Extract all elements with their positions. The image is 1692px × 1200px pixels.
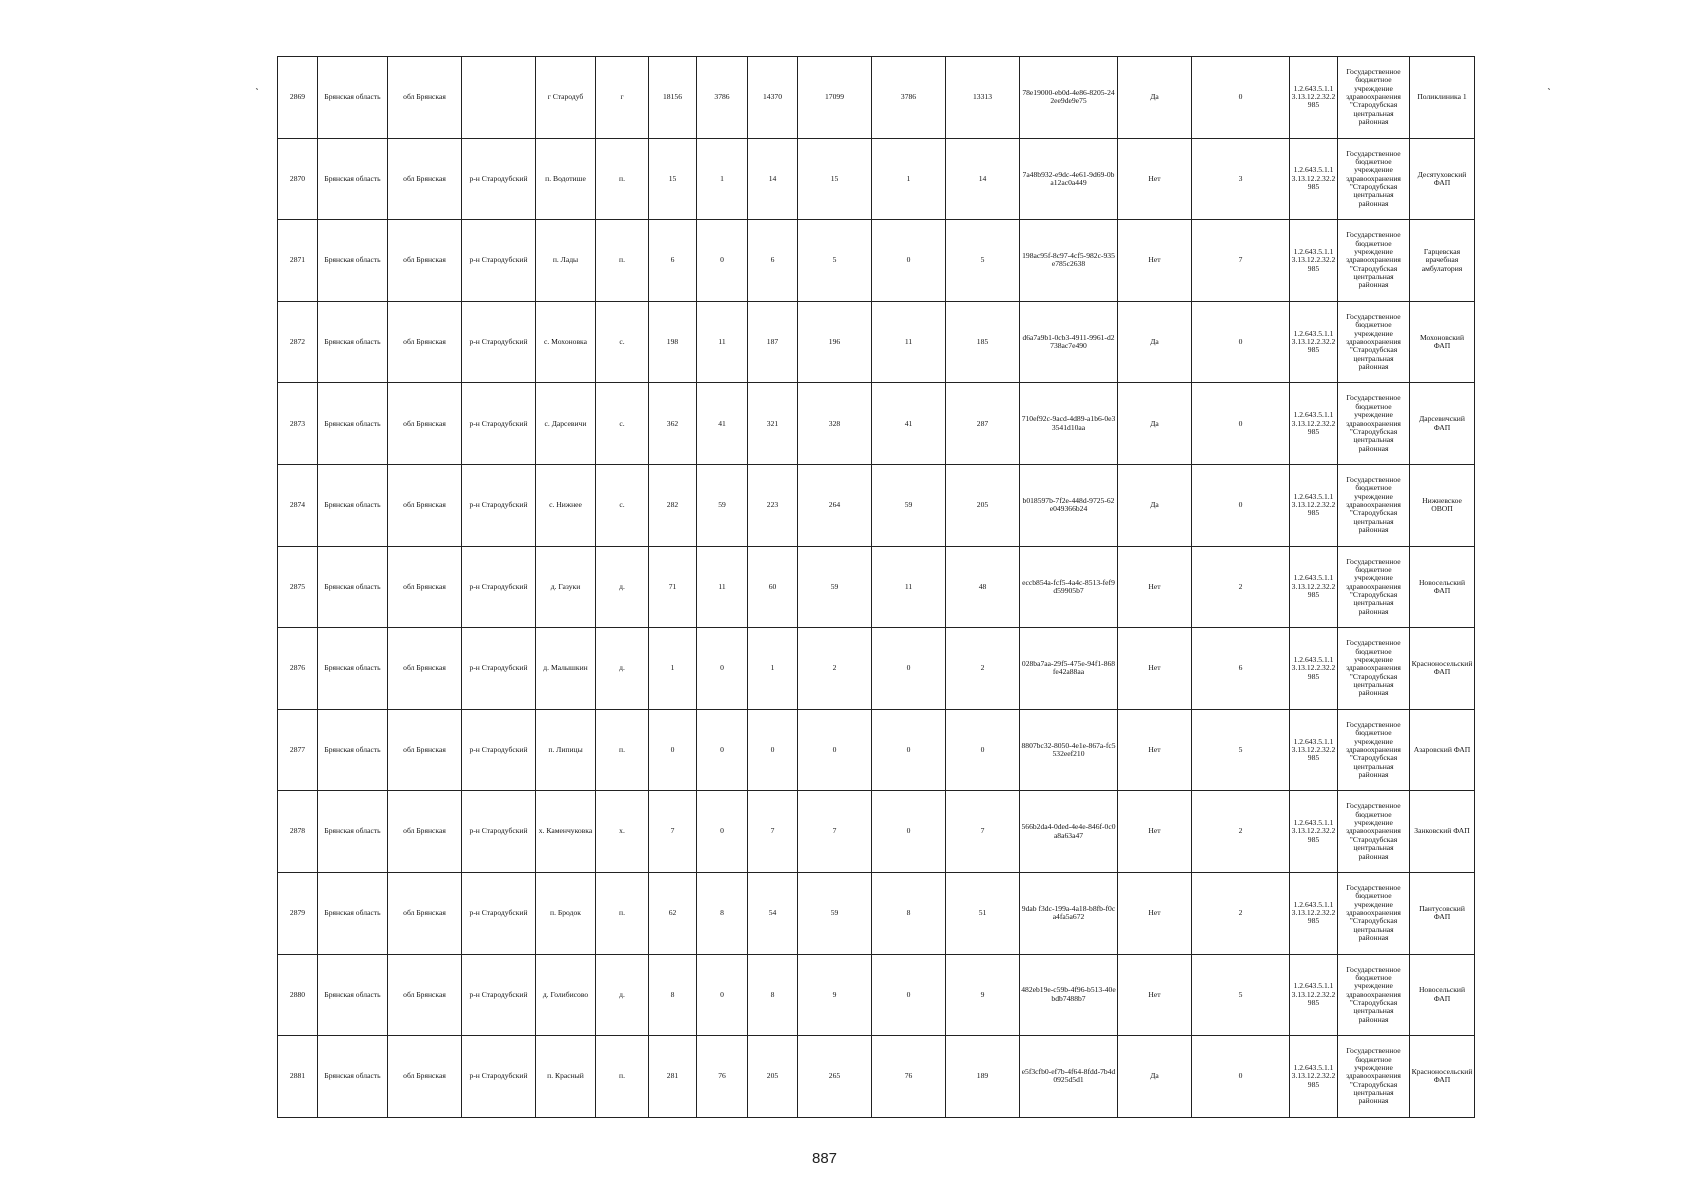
cell-district: р-н Стародубский	[462, 872, 536, 954]
cell-settlement: д. Голибисово	[536, 954, 596, 1036]
cell-has-facility: Нет	[1118, 546, 1192, 628]
cell-count-children-2: 8	[872, 872, 946, 954]
cell-organization-oid: 1.2.643.5.1.13.13.12.2.32.2985	[1290, 383, 1338, 465]
cell-distance-km: 0	[1192, 464, 1290, 546]
cell-count-adults: 6	[748, 220, 798, 302]
cell-organization-oid: 1.2.643.5.1.13.13.12.2.32.2985	[1290, 301, 1338, 383]
cell-region: Брянская область	[318, 301, 388, 383]
cell-facility-name: Нижневское ОВОП	[1410, 464, 1475, 546]
cell-settlement: п. Лады	[536, 220, 596, 302]
cell-organization-name: Государственное бюджетное учреждение здравоохранения "Стародубская центральная районная	[1338, 57, 1410, 139]
cell-facility-name: Пантусовский ФАП	[1410, 872, 1475, 954]
cell-count-total-2: 5	[798, 220, 872, 302]
cell-count-children-2: 41	[872, 383, 946, 465]
cell-row-number: 2871	[278, 220, 318, 302]
cell-row-number: 2869	[278, 57, 318, 139]
cell-organization-name: Государственное бюджетное учреждение здравоохранения "Стародубская центральная районная	[1338, 1036, 1410, 1118]
scan-mark: ˋ	[255, 86, 259, 100]
cell-count-children-2: 11	[872, 546, 946, 628]
cell-fias-guid: 7a48b932-e9dc-4e61-9d69-0ba12ac0a449	[1020, 138, 1118, 220]
cell-count-total-2: 15	[798, 138, 872, 220]
cell-organization-name: Государственное бюджетное учреждение здравоохранения "Стародубская центральная районная	[1338, 138, 1410, 220]
table-row	[278, 138, 1475, 220]
cell-fias-guid: 566b2da4-0ded-4e4e-846f-0c0a8a63a47	[1020, 791, 1118, 873]
cell-count-adults: 1	[748, 628, 798, 710]
cell-facility-name: Красноносельский ФАП	[1410, 628, 1475, 710]
cell-oblast: обл Брянская	[388, 546, 462, 628]
cell-settlement-type: п.	[596, 872, 649, 954]
cell-count-total: 18156	[649, 57, 697, 139]
cell-organization-name: Государственное бюджетное учреждение здравоохранения "Стародубская центральная районная	[1338, 791, 1410, 873]
cell-settlement: п. Липицы	[536, 709, 596, 791]
cell-count-children: 0	[697, 628, 748, 710]
cell-count-adults: 223	[748, 464, 798, 546]
cell-has-facility: Да	[1118, 464, 1192, 546]
cell-count-total: 8	[649, 954, 697, 1036]
cell-facility-name: Дарсевичский ФАП	[1410, 383, 1475, 465]
table-row	[278, 546, 1475, 628]
cell-count-adults-2: 5	[946, 220, 1020, 302]
cell-region: Брянская область	[318, 464, 388, 546]
cell-fias-guid: 9dab f3dc-199a-4a18-b8fb-f0ca4fa5a672	[1020, 872, 1118, 954]
cell-settlement: п. Бродок	[536, 872, 596, 954]
cell-count-children: 8	[697, 872, 748, 954]
cell-oblast: обл Брянская	[388, 464, 462, 546]
cell-has-facility: Да	[1118, 383, 1192, 465]
cell-has-facility: Нет	[1118, 709, 1192, 791]
cell-count-children: 41	[697, 383, 748, 465]
cell-count-adults-2: 185	[946, 301, 1020, 383]
cell-distance-km: 0	[1192, 383, 1290, 465]
cell-district: р-н Стародубский	[462, 138, 536, 220]
cell-row-number: 2870	[278, 138, 318, 220]
cell-count-children: 76	[697, 1036, 748, 1118]
cell-count-children: 0	[697, 791, 748, 873]
cell-count-children: 0	[697, 709, 748, 791]
cell-count-adults: 205	[748, 1036, 798, 1118]
cell-region: Брянская область	[318, 791, 388, 873]
cell-row-number: 2875	[278, 546, 318, 628]
cell-count-total: 362	[649, 383, 697, 465]
cell-count-adults: 0	[748, 709, 798, 791]
cell-fias-guid: 028ba7aa-29f5-475e-94f1-868fe42a88aa	[1020, 628, 1118, 710]
cell-fias-guid: 710ef92c-9acd-4d89-a1b6-0e33541d10aa	[1020, 383, 1118, 465]
cell-facility-name: Азаровский ФАП	[1410, 709, 1475, 791]
cell-settlement: с. Мохоновка	[536, 301, 596, 383]
cell-organization-name: Государственное бюджетное учреждение здравоохранения "Стародубская центральная районная	[1338, 546, 1410, 628]
cell-organization-name: Государственное бюджетное учреждение здравоохранения "Стародубская центральная районная	[1338, 872, 1410, 954]
cell-distance-km: 5	[1192, 709, 1290, 791]
cell-organization-name: Государственное бюджетное учреждение здравоохранения "Стародубская центральная районная	[1338, 464, 1410, 546]
table-row	[278, 1036, 1475, 1118]
cell-count-children-2: 1	[872, 138, 946, 220]
cell-row-number: 2881	[278, 1036, 318, 1118]
cell-has-facility: Нет	[1118, 791, 1192, 873]
cell-count-adults-2: 2	[946, 628, 1020, 710]
cell-fias-guid: e5f3cfb0-ef7b-4f64-8fdd-7b4d0925d5d1	[1020, 1036, 1118, 1118]
cell-count-children: 1	[697, 138, 748, 220]
cell-settlement-type: с.	[596, 301, 649, 383]
cell-fias-guid: 198ac95f-8c97-4cf5-982c-935e785c2638	[1020, 220, 1118, 302]
cell-row-number: 2879	[278, 872, 318, 954]
cell-has-facility: Нет	[1118, 220, 1192, 302]
cell-has-facility: Да	[1118, 301, 1192, 383]
cell-count-children: 11	[697, 301, 748, 383]
cell-oblast: обл Брянская	[388, 220, 462, 302]
table-row	[278, 954, 1475, 1036]
cell-has-facility: Нет	[1118, 138, 1192, 220]
cell-oblast: обл Брянская	[388, 138, 462, 220]
cell-fias-guid: b018597b-7f2e-448d-9725-62e049366b24	[1020, 464, 1118, 546]
cell-district: р-н Стародубский	[462, 954, 536, 1036]
cell-row-number: 2876	[278, 628, 318, 710]
cell-settlement-type: п.	[596, 1036, 649, 1118]
cell-distance-km: 3	[1192, 138, 1290, 220]
cell-organization-oid: 1.2.643.5.1.13.13.12.2.32.2985	[1290, 464, 1338, 546]
cell-fias-guid: 482eb19e-c59b-4f96-b513-40ebdb7488b7	[1020, 954, 1118, 1036]
cell-facility-name: Десятуховский ФАП	[1410, 138, 1475, 220]
cell-count-total-2: 265	[798, 1036, 872, 1118]
cell-region: Брянская область	[318, 138, 388, 220]
cell-district: р-н Стародубский	[462, 301, 536, 383]
cell-settlement: д. Малышкин	[536, 628, 596, 710]
cell-facility-name: Поликлиника 1	[1410, 57, 1475, 139]
cell-district: р-н Стародубский	[462, 220, 536, 302]
cell-count-adults: 14370	[748, 57, 798, 139]
table-row	[278, 464, 1475, 546]
cell-count-adults: 187	[748, 301, 798, 383]
cell-settlement: г Стародуб	[536, 57, 596, 139]
cell-settlement-type: г	[596, 57, 649, 139]
cell-organization-oid: 1.2.643.5.1.13.13.12.2.32.2985	[1290, 709, 1338, 791]
cell-count-total-2: 7	[798, 791, 872, 873]
cell-row-number: 2877	[278, 709, 318, 791]
cell-oblast: обл Брянская	[388, 709, 462, 791]
cell-count-adults: 54	[748, 872, 798, 954]
cell-count-total-2: 264	[798, 464, 872, 546]
cell-count-total: 71	[649, 546, 697, 628]
cell-count-total-2: 2	[798, 628, 872, 710]
cell-count-adults-2: 13313	[946, 57, 1020, 139]
table-row	[278, 220, 1475, 302]
cell-oblast: обл Брянская	[388, 301, 462, 383]
cell-organization-oid: 1.2.643.5.1.13.13.12.2.32.2985	[1290, 791, 1338, 873]
cell-has-facility: Нет	[1118, 872, 1192, 954]
cell-distance-km: 2	[1192, 872, 1290, 954]
cell-district: р-н Стародубский	[462, 546, 536, 628]
cell-count-adults-2: 287	[946, 383, 1020, 465]
cell-count-children-2: 11	[872, 301, 946, 383]
cell-district: р-н Стародубский	[462, 464, 536, 546]
cell-has-facility: Да	[1118, 57, 1192, 139]
cell-count-total-2: 59	[798, 546, 872, 628]
cell-oblast: обл Брянская	[388, 791, 462, 873]
cell-count-total: 0	[649, 709, 697, 791]
cell-district	[462, 57, 536, 139]
cell-organization-name: Государственное бюджетное учреждение здравоохранения "Стародубская центральная районная	[1338, 220, 1410, 302]
cell-count-total-2: 196	[798, 301, 872, 383]
cell-settlement: х. Каменчуковка	[536, 791, 596, 873]
cell-distance-km: 2	[1192, 791, 1290, 873]
cell-count-total-2: 17099	[798, 57, 872, 139]
cell-count-children-2: 0	[872, 628, 946, 710]
cell-facility-name: Мохоновский ФАП	[1410, 301, 1475, 383]
cell-row-number: 2880	[278, 954, 318, 1036]
cell-settlement: д. Газуки	[536, 546, 596, 628]
cell-count-children: 3786	[697, 57, 748, 139]
cell-oblast: обл Брянская	[388, 954, 462, 1036]
cell-has-facility: Да	[1118, 1036, 1192, 1118]
cell-region: Брянская область	[318, 57, 388, 139]
cell-region: Брянская область	[318, 709, 388, 791]
cell-fias-guid: 8807bc32-8050-4e1e-867a-fc5532eef210	[1020, 709, 1118, 791]
cell-count-total: 282	[649, 464, 697, 546]
cell-organization-oid: 1.2.643.5.1.13.13.12.2.32.2985	[1290, 872, 1338, 954]
cell-has-facility: Нет	[1118, 628, 1192, 710]
cell-count-children-2: 0	[872, 791, 946, 873]
cell-settlement-type: д.	[596, 954, 649, 1036]
cell-count-adults-2: 0	[946, 709, 1020, 791]
cell-district: р-н Стародубский	[462, 791, 536, 873]
cell-settlement-type: х.	[596, 791, 649, 873]
cell-count-adults-2: 9	[946, 954, 1020, 1036]
cell-count-children-2: 59	[872, 464, 946, 546]
cell-count-adults: 14	[748, 138, 798, 220]
settlement-registry-table	[277, 56, 1475, 1118]
cell-count-children-2: 3786	[872, 57, 946, 139]
table-row	[278, 791, 1475, 873]
cell-settlement-type: с.	[596, 464, 649, 546]
cell-settlement: п. Водотише	[536, 138, 596, 220]
cell-settlement-type: д.	[596, 628, 649, 710]
cell-count-total: 198	[649, 301, 697, 383]
cell-distance-km: 0	[1192, 1036, 1290, 1118]
cell-organization-oid: 1.2.643.5.1.13.13.12.2.32.2985	[1290, 138, 1338, 220]
table-body	[278, 57, 1475, 1118]
cell-distance-km: 0	[1192, 301, 1290, 383]
cell-count-children-2: 76	[872, 1036, 946, 1118]
cell-count-total: 7	[649, 791, 697, 873]
cell-count-adults: 7	[748, 791, 798, 873]
cell-district: р-н Стародубский	[462, 709, 536, 791]
cell-organization-name: Государственное бюджетное учреждение здравоохранения "Стародубская центральная районная	[1338, 954, 1410, 1036]
cell-count-children-2: 0	[872, 709, 946, 791]
table-row	[278, 628, 1475, 710]
cell-count-total: 1	[649, 628, 697, 710]
cell-region: Брянская область	[318, 954, 388, 1036]
cell-count-total-2: 0	[798, 709, 872, 791]
cell-organization-oid: 1.2.643.5.1.13.13.12.2.32.2985	[1290, 1036, 1338, 1118]
cell-row-number: 2878	[278, 791, 318, 873]
cell-count-total-2: 59	[798, 872, 872, 954]
cell-facility-name: Занковский ФАП	[1410, 791, 1475, 873]
cell-settlement: п. Красный	[536, 1036, 596, 1118]
cell-count-adults-2: 205	[946, 464, 1020, 546]
cell-count-adults-2: 189	[946, 1036, 1020, 1118]
scan-mark: ˋ	[1547, 86, 1551, 100]
cell-count-adults-2: 51	[946, 872, 1020, 954]
cell-count-total-2: 328	[798, 383, 872, 465]
cell-settlement: с. Нижнее	[536, 464, 596, 546]
cell-count-adults-2: 14	[946, 138, 1020, 220]
cell-district: р-н Стародубский	[462, 628, 536, 710]
cell-district: р-н Стародубский	[462, 1036, 536, 1118]
cell-settlement: с. Дарсевичи	[536, 383, 596, 465]
table-row	[278, 709, 1475, 791]
cell-facility-name: Красноносельский ФАП	[1410, 1036, 1475, 1118]
cell-organization-oid: 1.2.643.5.1.13.13.12.2.32.2985	[1290, 57, 1338, 139]
cell-settlement-type: д.	[596, 546, 649, 628]
cell-organization-name: Государственное бюджетное учреждение здравоохранения "Стародубская центральная районная	[1338, 301, 1410, 383]
page-number: 887	[812, 1150, 838, 1167]
cell-organization-oid: 1.2.643.5.1.13.13.12.2.32.2985	[1290, 546, 1338, 628]
table-row	[278, 301, 1475, 383]
cell-fias-guid: d6a7a9b1-0cb3-4911-9961-d2738ac7e490	[1020, 301, 1118, 383]
cell-organization-name: Государственное бюджетное учреждение здравоохранения "Стародубская центральная районная	[1338, 383, 1410, 465]
cell-facility-name: Новосельский ФАП	[1410, 546, 1475, 628]
cell-fias-guid: 78e19000-eb0d-4e86-8205-242ee9de9e75	[1020, 57, 1118, 139]
cell-distance-km: 5	[1192, 954, 1290, 1036]
cell-oblast: обл Брянская	[388, 872, 462, 954]
table-row	[278, 57, 1475, 139]
cell-region: Брянская область	[318, 546, 388, 628]
cell-count-adults: 8	[748, 954, 798, 1036]
cell-organization-oid: 1.2.643.5.1.13.13.12.2.32.2985	[1290, 954, 1338, 1036]
cell-facility-name: Новосельский ФАП	[1410, 954, 1475, 1036]
cell-count-adults-2: 48	[946, 546, 1020, 628]
table-row	[278, 872, 1475, 954]
cell-row-number: 2873	[278, 383, 318, 465]
cell-organization-oid: 1.2.643.5.1.13.13.12.2.32.2985	[1290, 220, 1338, 302]
cell-settlement-type: с.	[596, 383, 649, 465]
cell-facility-name: Гарцевская врачебная амбулатория	[1410, 220, 1475, 302]
cell-count-total: 6	[649, 220, 697, 302]
cell-region: Брянская область	[318, 383, 388, 465]
document-page	[277, 56, 1473, 1118]
cell-distance-km: 7	[1192, 220, 1290, 302]
cell-region: Брянская область	[318, 1036, 388, 1118]
cell-count-total-2: 9	[798, 954, 872, 1036]
cell-district: р-н Стародубский	[462, 383, 536, 465]
cell-distance-km: 2	[1192, 546, 1290, 628]
cell-fias-guid: eccb854a-fcf5-4a4c-8513-fef9d59905b7	[1020, 546, 1118, 628]
cell-distance-km: 6	[1192, 628, 1290, 710]
cell-oblast: обл Брянская	[388, 383, 462, 465]
cell-count-adults-2: 7	[946, 791, 1020, 873]
cell-oblast: обл Брянская	[388, 57, 462, 139]
cell-row-number: 2872	[278, 301, 318, 383]
cell-region: Брянская область	[318, 628, 388, 710]
cell-region: Брянская область	[318, 220, 388, 302]
cell-settlement-type: п.	[596, 709, 649, 791]
cell-count-children: 0	[697, 954, 748, 1036]
cell-has-facility: Нет	[1118, 954, 1192, 1036]
cell-region: Брянская область	[318, 872, 388, 954]
cell-count-adults: 60	[748, 546, 798, 628]
cell-oblast: обл Брянская	[388, 1036, 462, 1118]
cell-organization-name: Государственное бюджетное учреждение здравоохранения "Стародубская центральная районная	[1338, 709, 1410, 791]
table-row	[278, 383, 1475, 465]
cell-distance-km: 0	[1192, 57, 1290, 139]
cell-settlement-type: п.	[596, 220, 649, 302]
cell-oblast: обл Брянская	[388, 628, 462, 710]
cell-count-children-2: 0	[872, 220, 946, 302]
cell-count-children: 11	[697, 546, 748, 628]
cell-count-children: 0	[697, 220, 748, 302]
cell-count-total: 15	[649, 138, 697, 220]
cell-organization-oid: 1.2.643.5.1.13.13.12.2.32.2985	[1290, 628, 1338, 710]
cell-count-adults: 321	[748, 383, 798, 465]
cell-count-total: 281	[649, 1036, 697, 1118]
cell-count-total: 62	[649, 872, 697, 954]
cell-count-children: 59	[697, 464, 748, 546]
cell-organization-name: Государственное бюджетное учреждение здравоохранения "Стародубская центральная районная	[1338, 628, 1410, 710]
cell-count-children-2: 0	[872, 954, 946, 1036]
cell-row-number: 2874	[278, 464, 318, 546]
cell-settlement-type: п.	[596, 138, 649, 220]
